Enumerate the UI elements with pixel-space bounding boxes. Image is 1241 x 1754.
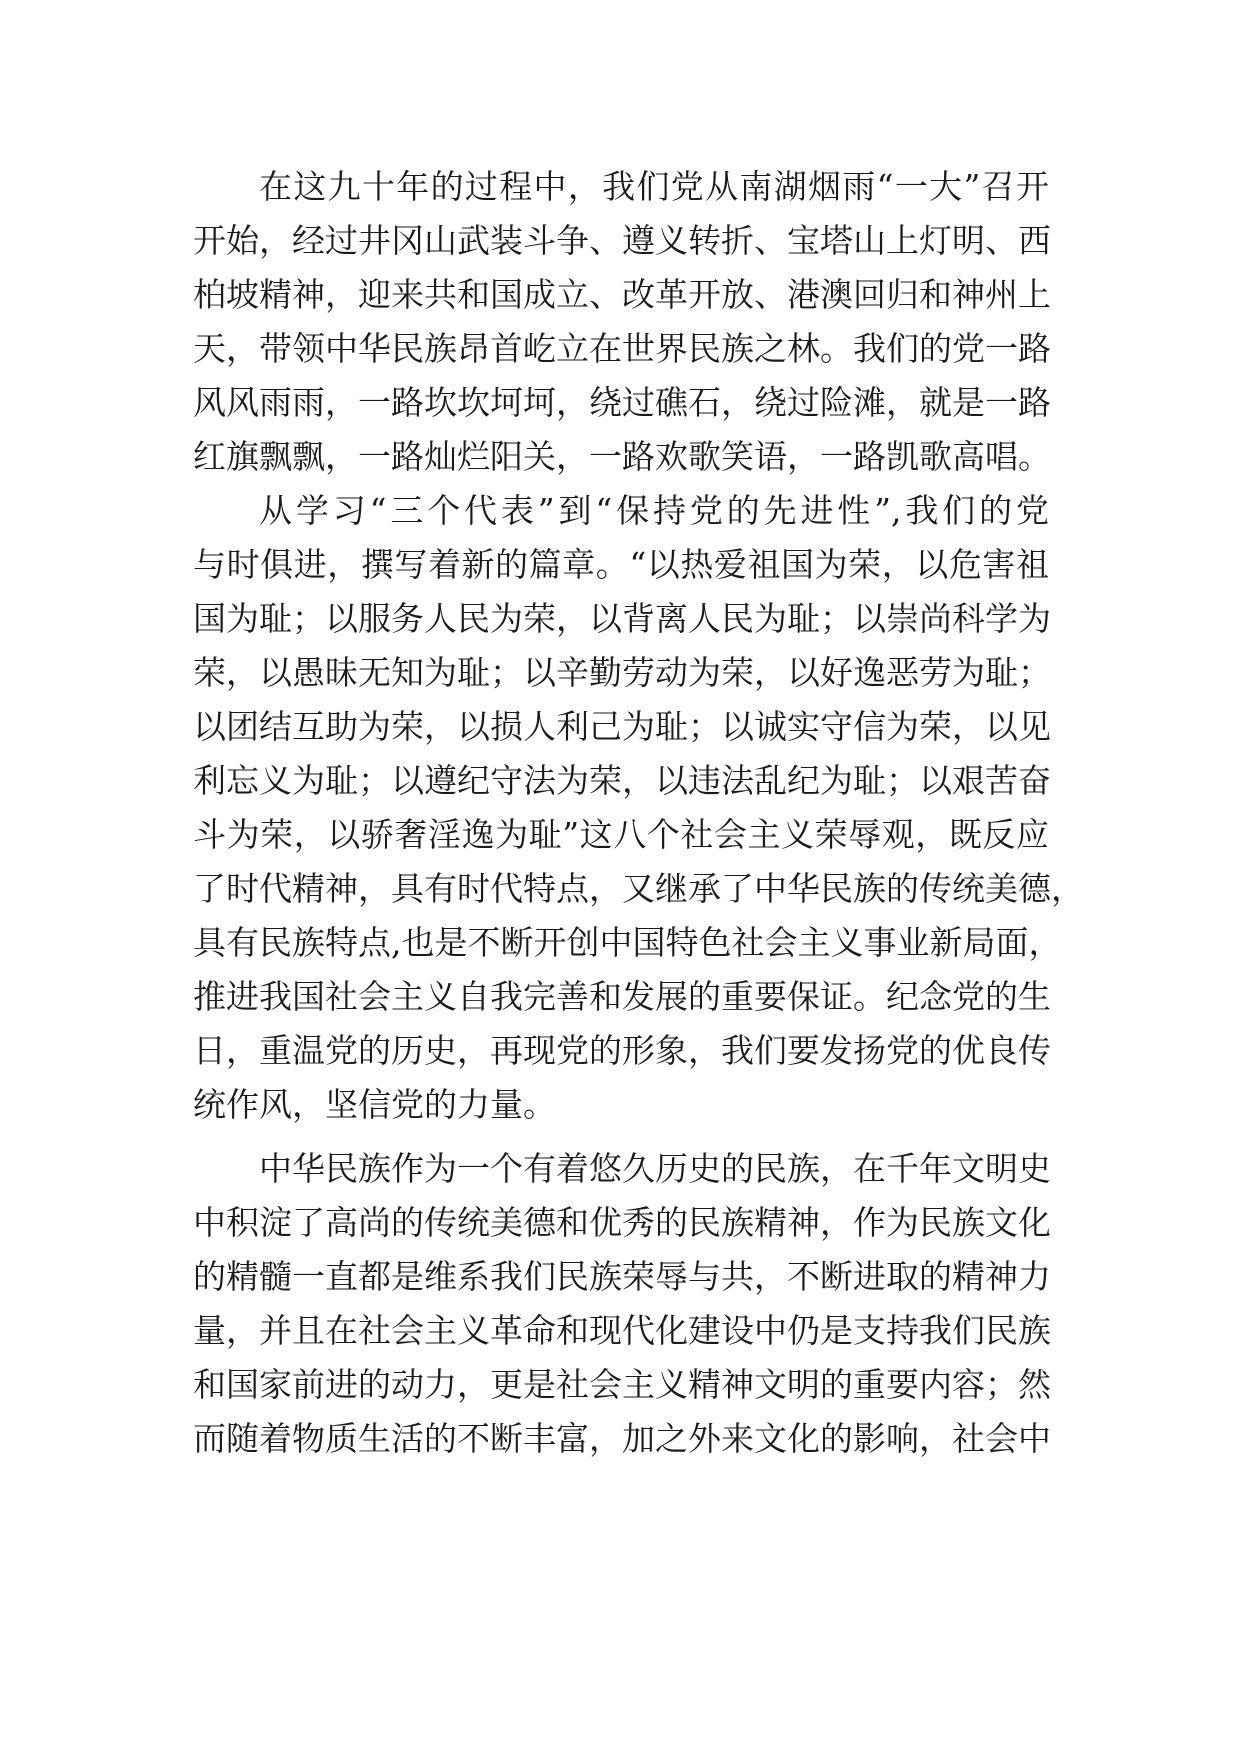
paragraph-3-line-5: 和国家前进的动力，更是社会主义精神文明的重要内容；然 (193, 1365, 1051, 1404)
paragraph-2-line-7: 斗为荣，以骄奢淫逸为耻”这八个社会主义荣辱观，既反应 (193, 815, 1049, 854)
paragraph-1-line-4: 天，带领中华民族昂首屹立在世界民族之林。我们的党一路 (193, 329, 1051, 368)
paragraph-2-line-3: 国为耻；以服务人民为荣，以背离人民为耻；以崇尚科学为 (193, 599, 1051, 638)
paragraph-3-line-4: 量，并且在社会主义革命和现代化建设中仍是支持我们民族 (193, 1311, 1051, 1350)
paragraph-1-line-6: 红旗飘飘，一路灿烂阳关，一路欢歌笑语，一路凯歌高唱。 (193, 437, 1051, 476)
paragraph-2-line-8: 了时代精神，具有时代特点，又继承了中华民族的传统美德， (193, 869, 1084, 908)
paragraph-2-line-6: 利忘义为耻；以遵纪守法为荣，以违法乱纪为耻；以艰苦奋 (193, 761, 1051, 800)
paragraph-3-line-1: 中华民族作为一个有着悠久历史的民族，在千年文明史 (259, 1149, 1051, 1188)
paragraph-2-line-1: 从学习“三个代表”到“保持党的先进性”,我们的党 (259, 491, 1049, 530)
paragraph-2-line-11: 日，重温党的历史，再现党的形象，我们要发扬党的优良传 (193, 1031, 1051, 1070)
paragraph-2-line-4: 荣，以愚昧无知为耻；以辛勤劳动为荣，以好逸恶劳为耻； (193, 653, 1051, 692)
paragraph-1-line-2: 开始，经过井冈山武装斗争、遵义转折、宝塔山上灯明、西 (193, 221, 1051, 260)
paragraph-3-line-6: 而随着物质生活的不断丰富，加之外来文化的影响，社会中 (193, 1419, 1051, 1458)
paragraph-2-line-2: 与时俱进，撰写着新的篇章。“以热爱祖国为荣，以危害祖 (193, 545, 1049, 584)
paragraph-2-line-5: 以团结互助为荣，以损人利己为耻；以诚实守信为荣，以见 (193, 707, 1051, 746)
paragraph-3-line-2: 中积淀了高尚的传统美德和优秀的民族精神，作为民族文化 (193, 1203, 1051, 1242)
paragraph-2-line-10: 推进我国社会主义自我完善和发展的重要保证。纪念党的生 (193, 977, 1051, 1016)
paragraph-1-line-3: 柏坡精神，迎来共和国成立、改革开放、港澳回归和神州上 (193, 275, 1051, 314)
paragraph-1-line-5: 风风雨雨，一路坎坎坷坷，绕过礁石，绕过险滩，就是一路 (193, 383, 1051, 422)
paragraph-3-line-3: 的精髓一直都是维系我们民族荣辱与共，不断进取的精神力 (193, 1257, 1051, 1296)
paragraph-1-line-1: 在这九十年的过程中，我们党从南湖烟雨“一大”召开 (259, 167, 1049, 206)
paragraph-2-line-9: 具有民族特点,也是不断开创中国特色社会主义事业新局面， (193, 923, 1062, 962)
paragraph-2-line-12: 统作风，坚信党的力量。 (193, 1085, 556, 1124)
